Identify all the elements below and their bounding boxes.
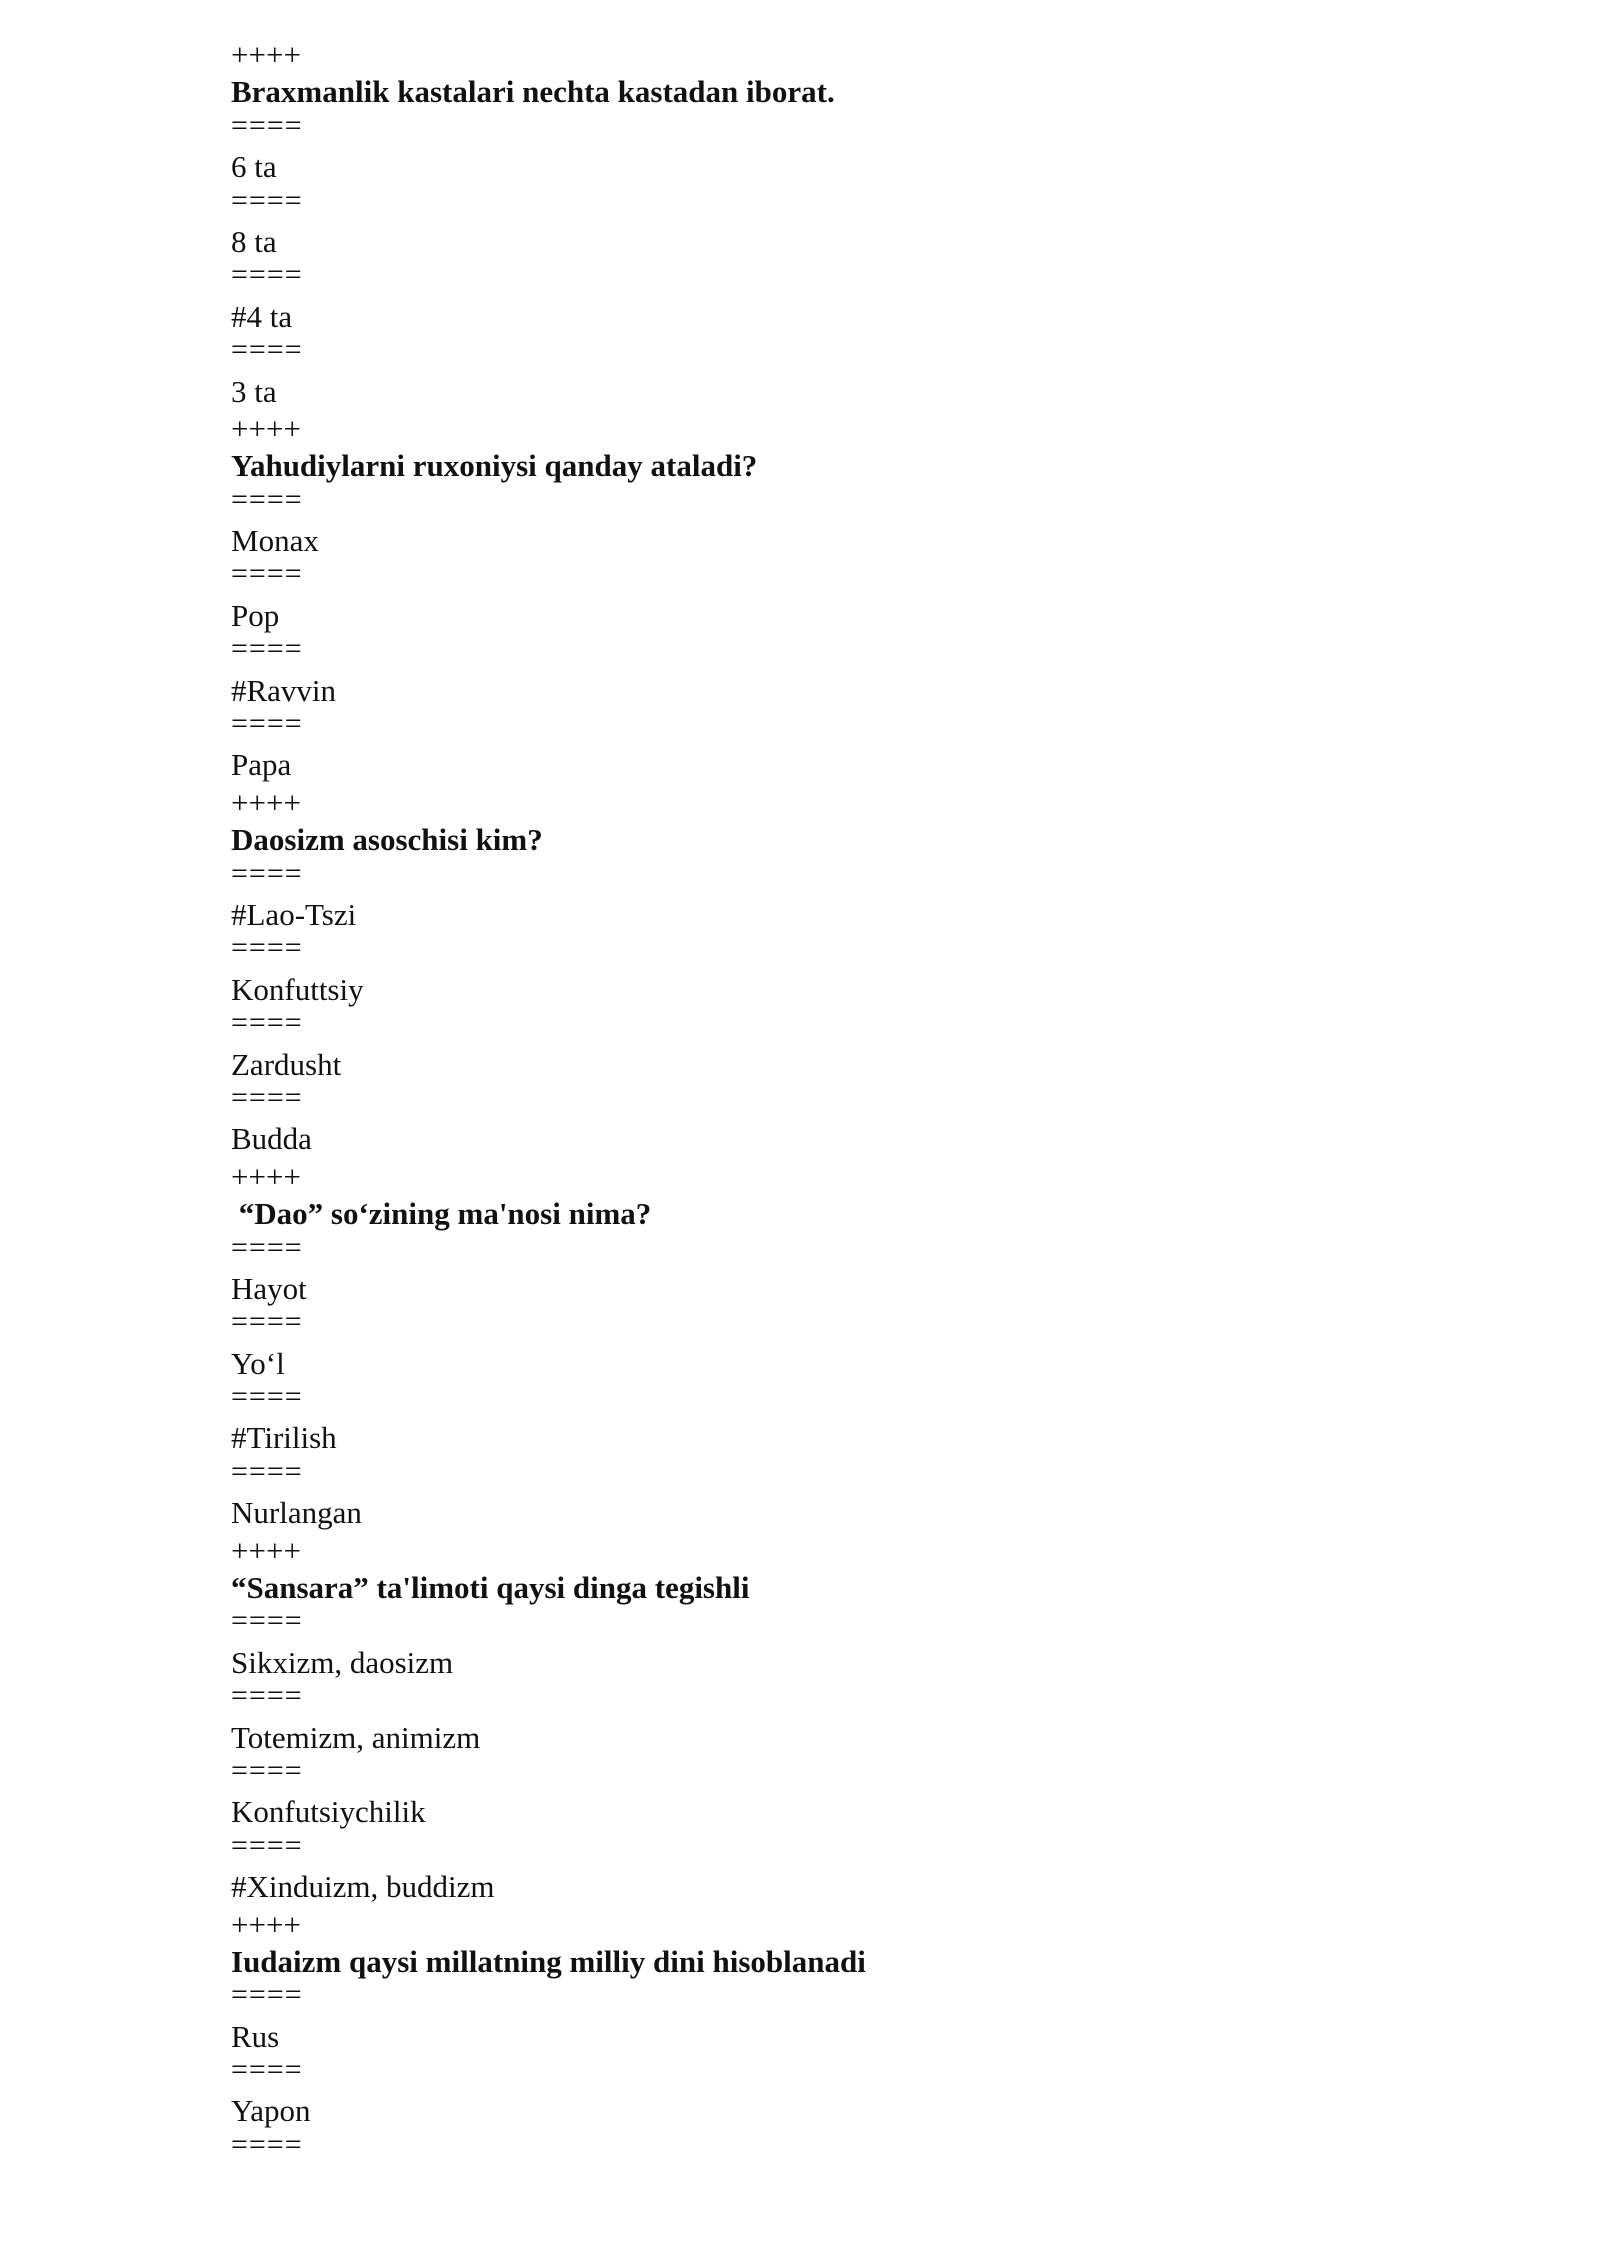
option-text: Nurlangan [231, 1495, 362, 1531]
option-text: Totemizm, animizm [231, 1719, 481, 1755]
question-text: “Sansara” ta'limoti qaysi dinga tegishli [231, 1570, 750, 1606]
option-text: Monax [231, 523, 319, 559]
option-text: #4 ta [231, 298, 293, 334]
option-separator: ==== [231, 1380, 303, 1414]
option-separator: ==== [231, 108, 303, 142]
option-text: Rus [231, 2018, 280, 2054]
question-marker: ++++ [231, 784, 301, 820]
question-marker: ++++ [231, 410, 301, 446]
option-text: Zardusht [231, 1046, 342, 1082]
option-text: Konfuttsiy [231, 971, 364, 1007]
option-separator: ==== [231, 2127, 303, 2161]
option-separator: ==== [231, 1454, 303, 1488]
option-text: #Lao-Tszi [231, 896, 357, 932]
option-separator: ==== [231, 482, 303, 516]
option-separator: ==== [231, 632, 303, 666]
question-text: Braxmanlik kastalari nechta kastadan iborat. [231, 74, 835, 110]
document-body [231, 36, 1531, 2167]
option-text: 6 ta [231, 149, 277, 185]
question-text: “Dao” so‘zining ma'nosi nima? [231, 1196, 652, 1232]
option-text: Papa [231, 747, 292, 783]
option-text: #Xinduizm, buddizm [231, 1869, 495, 1905]
option-text: Yapon [231, 2093, 311, 2129]
option-separator: ==== [231, 1978, 303, 2012]
option-separator: ==== [231, 557, 303, 591]
option-separator: ==== [231, 931, 303, 965]
option-text: Pop [231, 597, 280, 633]
option-separator: ==== [231, 1679, 303, 1713]
option-separator: ==== [231, 1753, 303, 1787]
option-text: 3 ta [231, 373, 277, 409]
option-separator: ==== [231, 707, 303, 741]
question-text: Iudaizm qaysi millatning milliy dini hisoblanadi [231, 1943, 866, 1979]
option-text: Budda [231, 1121, 312, 1157]
option-text: #Tirilish [231, 1420, 337, 1456]
option-separator: ==== [231, 333, 303, 367]
question-marker: ++++ [231, 37, 301, 72]
option-separator: ==== [231, 183, 303, 217]
question-marker: ++++ [231, 1906, 301, 1942]
option-text: Sikxizm, daosizm [231, 1644, 454, 1680]
option-separator: ==== [231, 1604, 303, 1638]
option-text: Konfutsiychilik [231, 1794, 426, 1830]
option-separator: ==== [231, 1006, 303, 1040]
option-text: 8 ta [231, 223, 277, 259]
option-text: #Ravvin [231, 672, 337, 708]
option-separator: ==== [231, 2053, 303, 2087]
option-separator: ==== [231, 856, 303, 890]
option-separator: ==== [231, 1230, 303, 1264]
option-text: Hayot [231, 1270, 307, 1306]
option-separator: ==== [231, 258, 303, 292]
option-text: Yo‘l [231, 1345, 285, 1381]
option-separator: ==== [231, 1828, 303, 1862]
question-text: Daosizm asoschisi kim? [231, 822, 543, 858]
question-marker: ++++ [231, 1158, 301, 1194]
question-text: Yahudiylarni ruxoniysi qanday ataladi? [231, 448, 758, 484]
question-marker: ++++ [231, 1532, 301, 1568]
option-separator: ==== [231, 1305, 303, 1339]
option-separator: ==== [231, 1080, 303, 1114]
